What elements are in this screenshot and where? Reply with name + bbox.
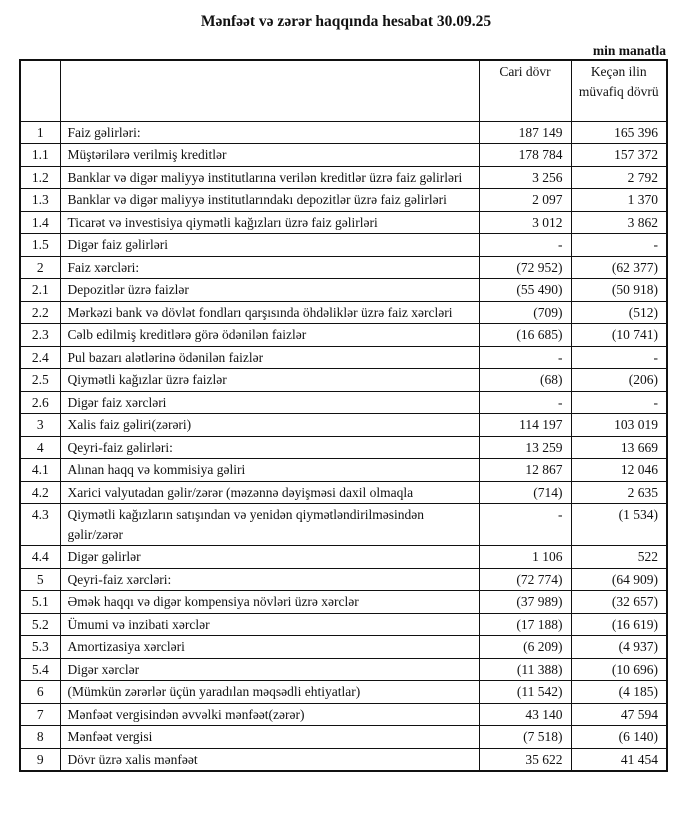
header-indicator-cell bbox=[60, 60, 479, 121]
current-period-cell: 178 784 bbox=[479, 144, 571, 167]
table-row bbox=[20, 234, 667, 257]
current-period-cell: (37 989) bbox=[479, 591, 571, 614]
row-number-cell: 5.4 bbox=[20, 658, 60, 681]
current-period-cell: 187 149 bbox=[479, 121, 571, 144]
previous-period-cell: 12 046 bbox=[571, 459, 667, 482]
row-label-cell: Dövr üzrə xalis mənfəət bbox=[60, 748, 479, 771]
current-period-cell: 2 097 bbox=[479, 189, 571, 212]
previous-period-cell: (64 909) bbox=[571, 568, 667, 591]
row-number-cell: 5 bbox=[20, 568, 60, 591]
previous-period-cell: 1 370 bbox=[571, 189, 667, 212]
table-row bbox=[20, 211, 667, 234]
row-label-cell: Xalis faiz gəliri(zərəri) bbox=[60, 414, 479, 437]
table-row bbox=[20, 166, 667, 189]
row-number-cell: 1.5 bbox=[20, 234, 60, 257]
table-row bbox=[20, 459, 667, 482]
table-row bbox=[20, 256, 667, 279]
row-number-cell: 4 bbox=[20, 436, 60, 459]
row-label-cell: Əmək haqqı və digər kompensiya növləri üzrə xərclər bbox=[60, 591, 479, 614]
current-period-cell: 43 140 bbox=[479, 703, 571, 726]
table-row bbox=[20, 369, 667, 392]
table-row bbox=[20, 279, 667, 302]
table-row bbox=[20, 504, 667, 546]
current-period-cell: (55 490) bbox=[479, 279, 571, 302]
previous-period-cell: (206) bbox=[571, 369, 667, 392]
current-period-cell: (72 952) bbox=[479, 256, 571, 279]
previous-period-cell: 2 792 bbox=[571, 166, 667, 189]
previous-period-cell: 3 862 bbox=[571, 211, 667, 234]
row-label-cell: Digər gəlirlər bbox=[60, 546, 479, 569]
row-label-cell: Ümumi və inzibati xərclər bbox=[60, 613, 479, 636]
table-row bbox=[20, 301, 667, 324]
current-period-cell: (72 774) bbox=[479, 568, 571, 591]
row-label-cell: Qeyri-faiz xərcləri: bbox=[60, 568, 479, 591]
current-period-cell: 12 867 bbox=[479, 459, 571, 482]
profit-loss-table bbox=[19, 59, 668, 772]
header-previous-period-cell: Keçən ilin müvafiq dövrü bbox=[571, 60, 667, 121]
current-period-cell: - bbox=[479, 234, 571, 257]
row-number-cell: 2 bbox=[20, 256, 60, 279]
table-row bbox=[20, 613, 667, 636]
table-row bbox=[20, 681, 667, 704]
row-label-cell: (Mümkün zərərlər üçün yaradılan məqsədli ehtiyatlar) bbox=[60, 681, 479, 704]
row-number-cell: 5.2 bbox=[20, 613, 60, 636]
current-period-cell: 13 259 bbox=[479, 436, 571, 459]
row-number-cell: 2.5 bbox=[20, 369, 60, 392]
row-number-cell: 1 bbox=[20, 121, 60, 144]
row-label-cell: Cəlb edilmiş kreditlərə görə ödənilən faizlər bbox=[60, 324, 479, 347]
current-period-cell: - bbox=[479, 346, 571, 369]
row-number-cell: 7 bbox=[20, 703, 60, 726]
row-number-cell: 2.4 bbox=[20, 346, 60, 369]
previous-period-cell: (4 185) bbox=[571, 681, 667, 704]
previous-period-cell: (512) bbox=[571, 301, 667, 324]
current-period-cell: 3 012 bbox=[479, 211, 571, 234]
table-row bbox=[20, 591, 667, 614]
table-row bbox=[20, 414, 667, 437]
row-number-cell: 6 bbox=[20, 681, 60, 704]
row-label-cell: Pul bazarı alətlərinə ödənilən faizlər bbox=[60, 346, 479, 369]
row-number-cell: 1.2 bbox=[20, 166, 60, 189]
table-row bbox=[20, 481, 667, 504]
previous-period-cell: (50 918) bbox=[571, 279, 667, 302]
current-period-cell: - bbox=[479, 391, 571, 414]
row-label-cell: Ticarət və investisiya qiymətli kağızları üzrə faiz gəlirləri bbox=[60, 211, 479, 234]
current-period-cell: 3 256 bbox=[479, 166, 571, 189]
row-label-cell: Mənfəət vergisindən əvvəlki mənfəət(zərər) bbox=[60, 703, 479, 726]
row-label-cell: Depozitlər üzrə faizlər bbox=[60, 279, 479, 302]
previous-period-cell: (62 377) bbox=[571, 256, 667, 279]
previous-period-cell: (10 741) bbox=[571, 324, 667, 347]
row-label-cell: Qiymətli kağızların satışından və yenidən qiymətləndirilməsindən gəlir/zərər bbox=[60, 504, 479, 546]
previous-period-cell: - bbox=[571, 346, 667, 369]
row-label-cell: Mərkəzi bank və dövlət fondları qarşısında öhdəliklər üzrə faiz xərcləri bbox=[60, 301, 479, 324]
row-number-cell: 2.1 bbox=[20, 279, 60, 302]
table-row bbox=[20, 546, 667, 569]
row-label-cell: Banklar və digər maliyyə institutlarındakı depozitlər üzrə faiz gəlirləri bbox=[60, 189, 479, 212]
previous-period-cell: (4 937) bbox=[571, 636, 667, 659]
current-period-cell: 114 197 bbox=[479, 414, 571, 437]
current-period-cell: (6 209) bbox=[479, 636, 571, 659]
table-row bbox=[20, 121, 667, 144]
row-label-cell: Faiz xərcləri: bbox=[60, 256, 479, 279]
previous-period-cell: 47 594 bbox=[571, 703, 667, 726]
row-label-cell: Digər faiz xərcləri bbox=[60, 391, 479, 414]
report-title: Mənfəət və zərər haqqında hesabat 30.09.25 bbox=[200, 13, 492, 30]
table-row bbox=[20, 391, 667, 414]
table-row bbox=[20, 189, 667, 212]
previous-period-cell: - bbox=[571, 234, 667, 257]
row-number-cell: 1.4 bbox=[20, 211, 60, 234]
row-label-cell: Xarici valyutadan gəlir/zərər (məzənnə dəyişməsi daxil olmaqla bbox=[60, 481, 479, 504]
current-period-cell: (7 518) bbox=[479, 726, 571, 749]
row-number-cell: 4.4 bbox=[20, 546, 60, 569]
row-number-cell: 4.1 bbox=[20, 459, 60, 482]
previous-period-cell: (1 534) bbox=[571, 504, 667, 546]
row-label-cell: Qiymətli kağızlar üzrə faizlər bbox=[60, 369, 479, 392]
table-header-row bbox=[20, 60, 667, 121]
previous-period-cell: (6 140) bbox=[571, 726, 667, 749]
previous-period-cell: 157 372 bbox=[571, 144, 667, 167]
row-label-cell: Amortizasiya xərcləri bbox=[60, 636, 479, 659]
previous-period-cell: 522 bbox=[571, 546, 667, 569]
row-label-cell: Banklar və digər maliyyə institutlarına verilən kreditlər üzrə faiz gəlirləri bbox=[60, 166, 479, 189]
current-period-cell: 35 622 bbox=[479, 748, 571, 771]
previous-period-cell: 165 396 bbox=[571, 121, 667, 144]
row-label-cell: Müştərilərə verilmiş kreditlər bbox=[60, 144, 479, 167]
current-period-cell: 1 106 bbox=[479, 546, 571, 569]
previous-period-cell: (32 657) bbox=[571, 591, 667, 614]
current-period-cell: (68) bbox=[479, 369, 571, 392]
header-row-number-cell bbox=[20, 60, 60, 121]
previous-period-cell: 103 019 bbox=[571, 414, 667, 437]
row-number-cell: 8 bbox=[20, 726, 60, 749]
row-number-cell: 4.3 bbox=[20, 504, 60, 546]
current-period-cell: (11 388) bbox=[479, 658, 571, 681]
row-number-cell: 4.2 bbox=[20, 481, 60, 504]
table-row bbox=[20, 568, 667, 591]
table-row bbox=[20, 346, 667, 369]
row-number-cell: 5.1 bbox=[20, 591, 60, 614]
current-period-cell: - bbox=[479, 504, 571, 546]
previous-period-cell: - bbox=[571, 391, 667, 414]
row-label-cell: Faiz gəlirləri: bbox=[60, 121, 479, 144]
row-label-cell: Mənfəət vergisi bbox=[60, 726, 479, 749]
previous-period-cell: (16 619) bbox=[571, 613, 667, 636]
header-current-period-cell: Cari dövr bbox=[479, 60, 571, 121]
table-row bbox=[20, 636, 667, 659]
row-label-cell: Qeyri-faiz gəlirləri: bbox=[60, 436, 479, 459]
table-row bbox=[20, 658, 667, 681]
table-row bbox=[20, 144, 667, 167]
current-period-cell: (17 188) bbox=[479, 613, 571, 636]
current-period-cell: (11 542) bbox=[479, 681, 571, 704]
row-number-cell: 2.2 bbox=[20, 301, 60, 324]
table-row bbox=[20, 703, 667, 726]
row-label-cell: Digər xərclər bbox=[60, 658, 479, 681]
row-label-cell: Digər faiz gəlirləri bbox=[60, 234, 479, 257]
current-period-cell: (709) bbox=[479, 301, 571, 324]
table-row bbox=[20, 436, 667, 459]
table-header bbox=[20, 60, 667, 121]
current-period-cell: (16 685) bbox=[479, 324, 571, 347]
row-label-cell: Alınan haqq və kommisiya gəliri bbox=[60, 459, 479, 482]
table-row bbox=[20, 324, 667, 347]
current-period-cell: (714) bbox=[479, 481, 571, 504]
row-number-cell: 1.1 bbox=[20, 144, 60, 167]
table-row bbox=[20, 726, 667, 749]
unit-note: min manatla bbox=[592, 43, 666, 58]
row-number-cell: 9 bbox=[20, 748, 60, 771]
previous-period-cell: 13 669 bbox=[571, 436, 667, 459]
table-row bbox=[20, 748, 667, 771]
previous-period-cell: (10 696) bbox=[571, 658, 667, 681]
report-table-body bbox=[20, 121, 667, 771]
row-number-cell: 3 bbox=[20, 414, 60, 437]
row-number-cell: 2.6 bbox=[20, 391, 60, 414]
row-number-cell: 2.3 bbox=[20, 324, 60, 347]
previous-period-cell: 41 454 bbox=[571, 748, 667, 771]
row-number-cell: 1.3 bbox=[20, 189, 60, 212]
previous-period-cell: 2 635 bbox=[571, 481, 667, 504]
row-number-cell: 5.3 bbox=[20, 636, 60, 659]
